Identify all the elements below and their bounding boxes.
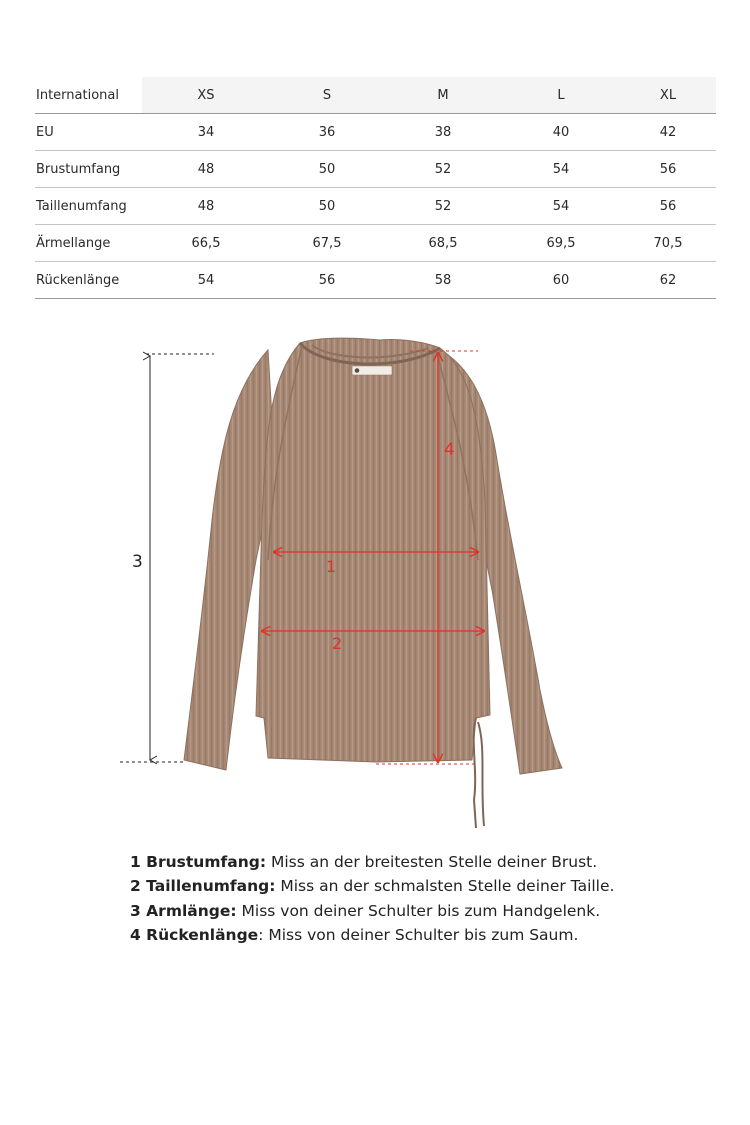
- marker-label-waist: 2: [332, 634, 343, 653]
- table-cell: 38: [384, 114, 502, 151]
- table-cell: 56: [620, 188, 716, 225]
- sweater-illustration: [184, 338, 562, 828]
- table-cell: 62: [620, 262, 716, 299]
- legend-term: 1 Brustumfang:: [130, 853, 267, 871]
- table-cell: 54: [502, 151, 620, 188]
- legend-text: Miss von deiner Schulter bis zum Handgelenk.: [236, 901, 601, 920]
- size-header-row: [35, 77, 716, 114]
- table-cell: 69,5: [502, 225, 620, 262]
- row-label: Rückenlänge: [35, 262, 142, 299]
- marker-label-chest: 1: [326, 557, 337, 576]
- table-cell: 54: [502, 188, 620, 225]
- row-label: Taillenumfang: [35, 188, 142, 225]
- table-cell: 48: [142, 188, 270, 225]
- table-cell: 40: [502, 114, 620, 151]
- table-cell: 70,5: [620, 225, 716, 262]
- table-cell: 42: [620, 114, 716, 151]
- table-cell: 60: [502, 262, 620, 299]
- table-cell: 34: [142, 114, 270, 151]
- marker-label-sleeve: 3: [132, 552, 143, 572]
- legend-term: 4 Rückenlänge: [130, 925, 259, 944]
- table-cell: 52: [384, 188, 502, 225]
- row-label: Brustumfang: [35, 151, 142, 188]
- size-s: S: [270, 77, 384, 114]
- table-row: [35, 151, 716, 188]
- table-row: [35, 225, 716, 262]
- legend-item: [130, 850, 730, 874]
- table-row: [35, 188, 716, 225]
- size-xs: XS: [142, 77, 270, 114]
- legend-item: [130, 899, 730, 923]
- table-cell: 67,5: [270, 225, 384, 262]
- size-xl: XL: [620, 77, 716, 114]
- table-row: [35, 262, 716, 299]
- legend-text: Miss an der breitesten Stelle deiner Brust.: [266, 853, 598, 871]
- table-cell: 54: [142, 262, 270, 299]
- legend-term: 3 Armlänge:: [130, 901, 237, 920]
- table-cell: 68,5: [384, 225, 502, 262]
- measurement-legend: [130, 850, 730, 947]
- table-cell: 50: [270, 151, 384, 188]
- sweater-measurement-diagram: [0, 320, 750, 840]
- table-cell: 52: [384, 151, 502, 188]
- legend-text: Miss an der schmalsten Stelle deiner Taille.: [275, 877, 615, 896]
- row-label: EU: [35, 114, 142, 151]
- size-table: [35, 77, 716, 299]
- table-cell: 56: [620, 151, 716, 188]
- marker-label-back: 4: [444, 440, 455, 460]
- table-cell: 56: [270, 262, 384, 299]
- table-cell: 50: [270, 188, 384, 225]
- size-m: M: [384, 77, 502, 114]
- table-row: [35, 114, 716, 151]
- legend-term: 2 Taillenumfang:: [130, 877, 276, 896]
- row-label-international: International: [35, 77, 142, 114]
- table-cell: 58: [384, 262, 502, 299]
- table-cell: 66,5: [142, 225, 270, 262]
- table-cell: 48: [142, 151, 270, 188]
- row-label: Ärmellange: [35, 225, 142, 262]
- legend-text: : Miss von deiner Schulter bis zum Saum.: [258, 925, 579, 944]
- table-cell: 36: [270, 114, 384, 151]
- legend-item: [130, 874, 730, 898]
- size-l: L: [502, 77, 620, 114]
- legend-item: [130, 923, 730, 947]
